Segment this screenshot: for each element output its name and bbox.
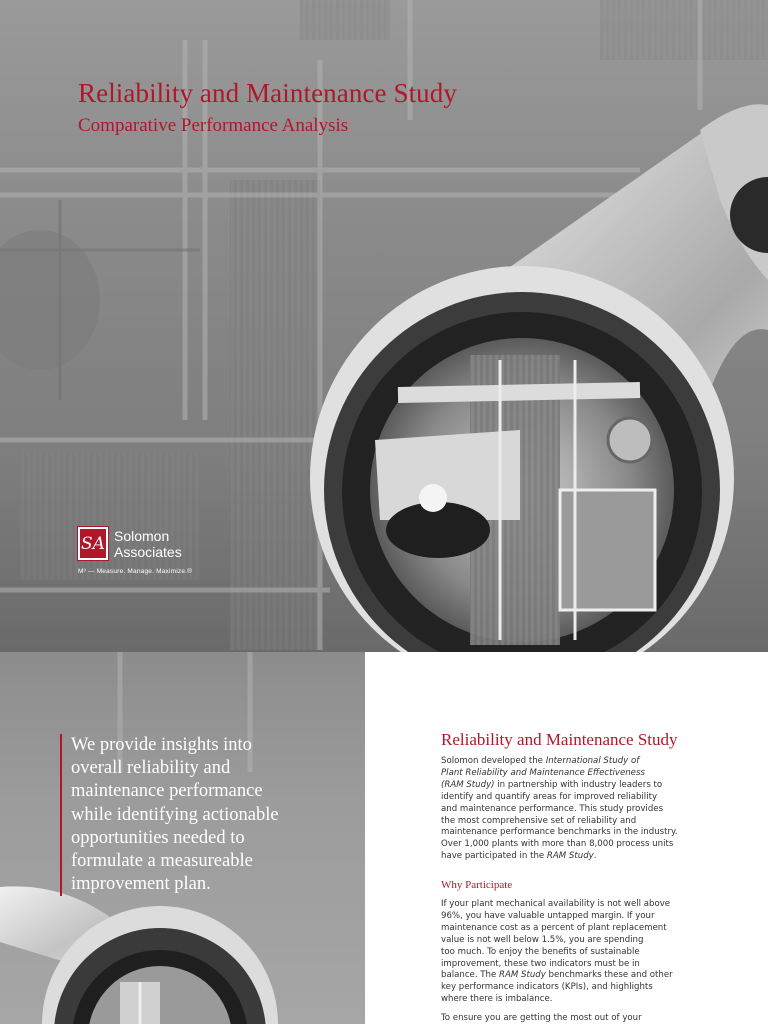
text-span: . — [593, 851, 597, 862]
text-line: To ensure you are getting the most out of your — [441, 1013, 642, 1023]
text-line: where there is imbalance. — [441, 994, 553, 1005]
text-line: key performance indicators (KPIs), and highlights — [441, 982, 653, 993]
quote-line: opportunities needed to — [71, 827, 245, 848]
text-span: Solomon developed the — [441, 756, 546, 766]
why-participate-heading: Why Participate — [441, 879, 513, 891]
text-line: If your plant mechanical availability is not well above — [441, 899, 671, 909]
text-span: in partnership with industry leaders to — [494, 779, 663, 790]
quote-line: improvement plan. — [71, 874, 211, 895]
text-span: benchmarks these and other — [545, 970, 673, 981]
text-line: too much. To enjoy the benefits of sustainable — [441, 946, 640, 957]
text-line: identify and quantify areas for improved reliability — [441, 791, 658, 802]
study-abbrev-italic: RAM Study — [546, 851, 594, 862]
text-line: improvement, these two indicators must be in — [441, 958, 640, 969]
quote-panel — [0, 652, 365, 1024]
cover-subtitle: Comparative Performance Analysis — [78, 115, 349, 136]
study-abbrev-italic: (RAM Study) — [441, 779, 495, 790]
logo-wordmark — [114, 528, 182, 560]
text-line: maintenance cost as a percent of plant replacement — [441, 922, 667, 933]
study-intro-paragraph — [441, 756, 701, 863]
logo-tagline: M³ — Measure. Manage. Maximize.® — [78, 568, 193, 575]
quote-line: maintenance performance — [71, 781, 263, 802]
study-name-italic: Plant Reliability and Maintenance Effectiveness — [441, 767, 645, 778]
quote-line: overall reliability and — [71, 758, 231, 779]
logo-name-line2: Associates — [114, 543, 182, 560]
text-line: and maintenance performance. This study provides — [441, 803, 664, 814]
section-title: Reliability and Maintenance Study — [441, 730, 678, 749]
why-participate-paragraph — [441, 899, 701, 1006]
text-line: maintenance performance benchmarks in the industry. — [441, 827, 678, 838]
text-line: Over 1,000 plants with more than 8,000 process units — [441, 839, 674, 850]
study-description-panel — [365, 652, 768, 1024]
quote-line: while identifying actionable — [71, 804, 279, 825]
pull-quote — [60, 734, 321, 896]
text-span: balance. The — [441, 970, 500, 981]
closing-paragraph — [441, 1013, 701, 1024]
study-abbrev-italic: RAM Study — [499, 970, 546, 981]
text-line: the most comprehensive set of reliability and — [441, 815, 637, 826]
study-name-italic: International Study of — [545, 756, 640, 766]
sa-monogram-icon: SA — [78, 527, 108, 560]
logo-name-line1: Solomon — [114, 527, 170, 544]
text-span: have participated in the — [441, 851, 547, 862]
quote-line: We provide insights into — [71, 735, 252, 755]
cover-title: Reliability and Maintenance Study — [78, 78, 457, 108]
quote-line: formulate a measureable — [71, 851, 253, 872]
text-line: value is not well below 1.5%, you are spending — [441, 934, 644, 945]
solomon-associates-logo — [78, 527, 182, 560]
text-line: 96%, you have valuable untapped margin. If your — [441, 910, 655, 921]
